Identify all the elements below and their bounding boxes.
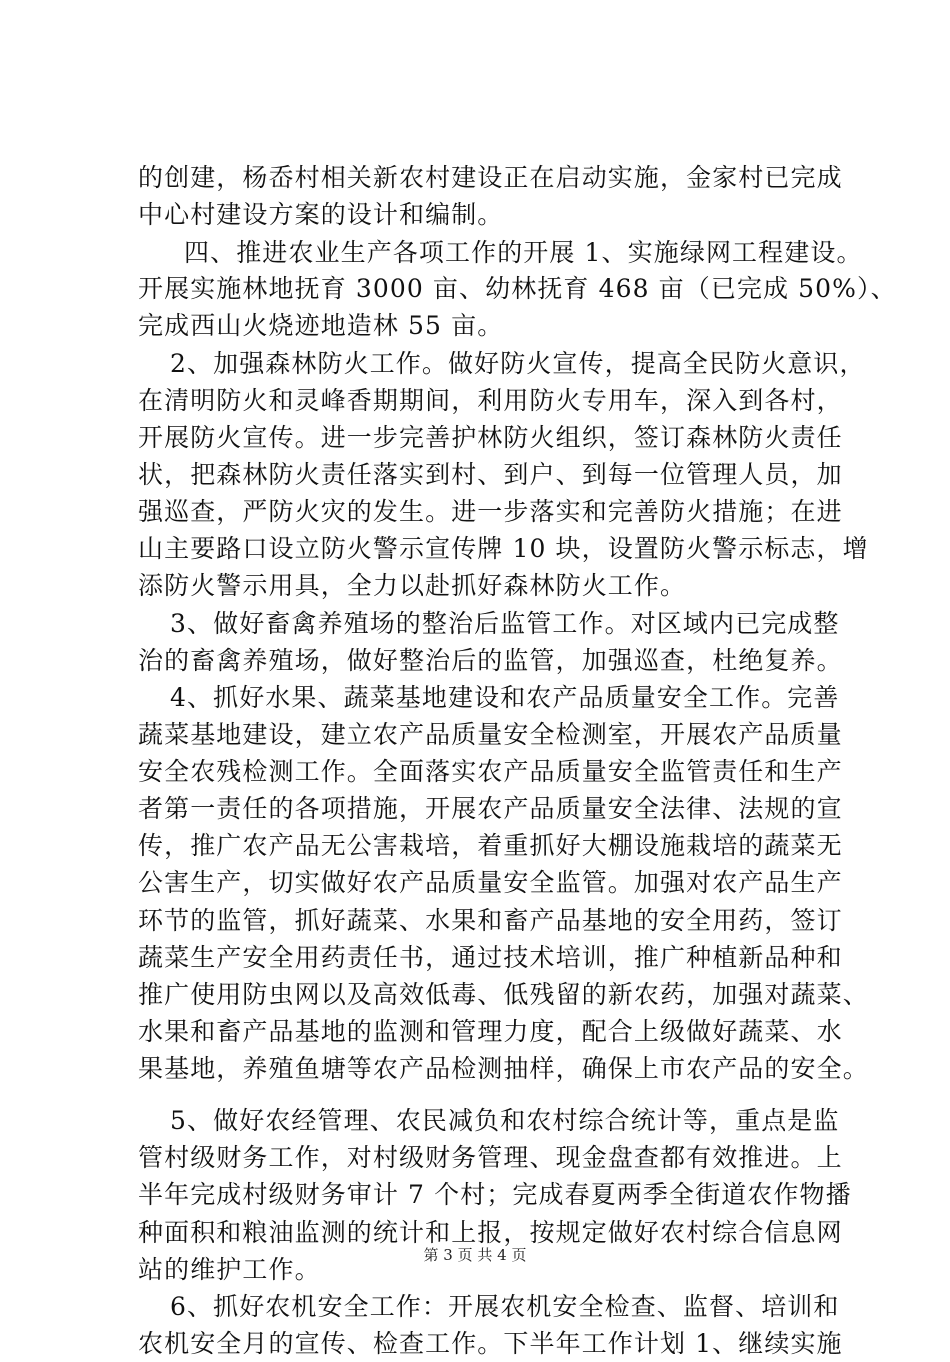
- text-line: 农机安全月的宣传、检查工作。下半年工作计划 1、继续实施: [138, 1329, 843, 1358]
- text-line: 2、加强森林防火工作。做好防火宣传，提高全民防火意识，: [170, 349, 866, 378]
- text-line: 果基地，养殖鱼塘等农产品检测抽样，确保上市农产品的安全。: [138, 1054, 869, 1083]
- page-number-footer: 第 3 页 共 4 页: [423, 1246, 527, 1264]
- text-line: 安全农残检测工作。全面落实农产品质量安全监管责任和生产: [138, 757, 843, 786]
- text-line: 半年完成村级财务审计 7 个村；完成春夏两季全街道农作物播: [138, 1180, 852, 1209]
- text-line: 开展实施林地抚育 3000 亩、幼林抚育 468 亩（已完成 50%）、: [138, 274, 897, 303]
- text-line: 3、做好畜禽养殖场的整治后监管工作。对区域内已完成整: [170, 609, 840, 638]
- text-line: 推广使用防虫网以及高效低毒、低残留的新农药，加强对蔬菜、: [138, 980, 869, 1009]
- text-line: 5、做好农经管理、农民减负和农村综合统计等，重点是监: [170, 1106, 840, 1135]
- text-line: 中心村建设方案的设计和编制。: [138, 200, 504, 229]
- text-line: 站的维护工作。: [138, 1255, 321, 1284]
- text-line: 蔬菜基地建设，建立农产品质量安全检测室，开展农产品质量: [138, 720, 843, 749]
- text-line: 管村级财务工作，对村级财务管理、现金盘查都有效推进。上: [138, 1143, 843, 1172]
- text-line: 4、抓好水果、蔬菜基地建设和农产品质量安全工作。完善: [170, 683, 840, 712]
- text-line: 公害生产，切实做好农产品质量安全监管。加强对农产品生产: [138, 868, 843, 897]
- text-line: 蔬菜生产安全用药责任书，通过技术培训，推广种植新品种和: [138, 943, 843, 972]
- text-line: 环节的监管，抓好蔬菜、水果和畜产品基地的安全用药，签订: [138, 906, 843, 935]
- text-line: 的创建，杨岙村相关新农村建设正在启动实施，金家村已完成: [138, 163, 843, 192]
- text-line: 状，把森林防火责任落实到村、到户、到每一位管理人员，加: [138, 460, 843, 489]
- text-line: 种面积和粮油监测的统计和上报，按规定做好农村综合信息网: [138, 1218, 843, 1247]
- text-line: 传，推广农产品无公害栽培，着重抓好大棚设施栽培的蔬菜无: [138, 831, 843, 860]
- text-line: 者第一责任的各项措施，开展农产品质量安全法律、法规的宣: [138, 794, 843, 823]
- text-line: 强巡查，严防火灾的发生。进一步落实和完善防火措施；在进: [138, 497, 843, 526]
- text-line: 治的畜禽养殖场，做好整治后的监管，加强巡查，杜绝复养。: [138, 646, 843, 675]
- text-line: 开展防火宣传。进一步完善护林防火组织，签订森林防火责任: [138, 423, 843, 452]
- text-line: 山主要路口设立防火警示宣传牌 10 块，设置防火警示标志，增: [138, 534, 869, 563]
- text-line: 6、抓好农机安全工作：开展农机安全检查、监督、培训和: [170, 1292, 840, 1321]
- text-line: 四、推进农业生产各项工作的开展 1、实施绿网工程建设。: [184, 238, 863, 267]
- text-line: 在清明防火和灵峰香期期间，利用防火专用车，深入到各村，: [138, 386, 843, 415]
- text-line: 水果和畜产品基地的监测和管理力度，配合上级做好蔬菜、水: [138, 1017, 843, 1046]
- text-line: 完成西山火烧迹地造林 55 亩。: [138, 311, 504, 340]
- text-line: 添防火警示用具，全力以赴抓好森林防火工作。: [138, 571, 687, 600]
